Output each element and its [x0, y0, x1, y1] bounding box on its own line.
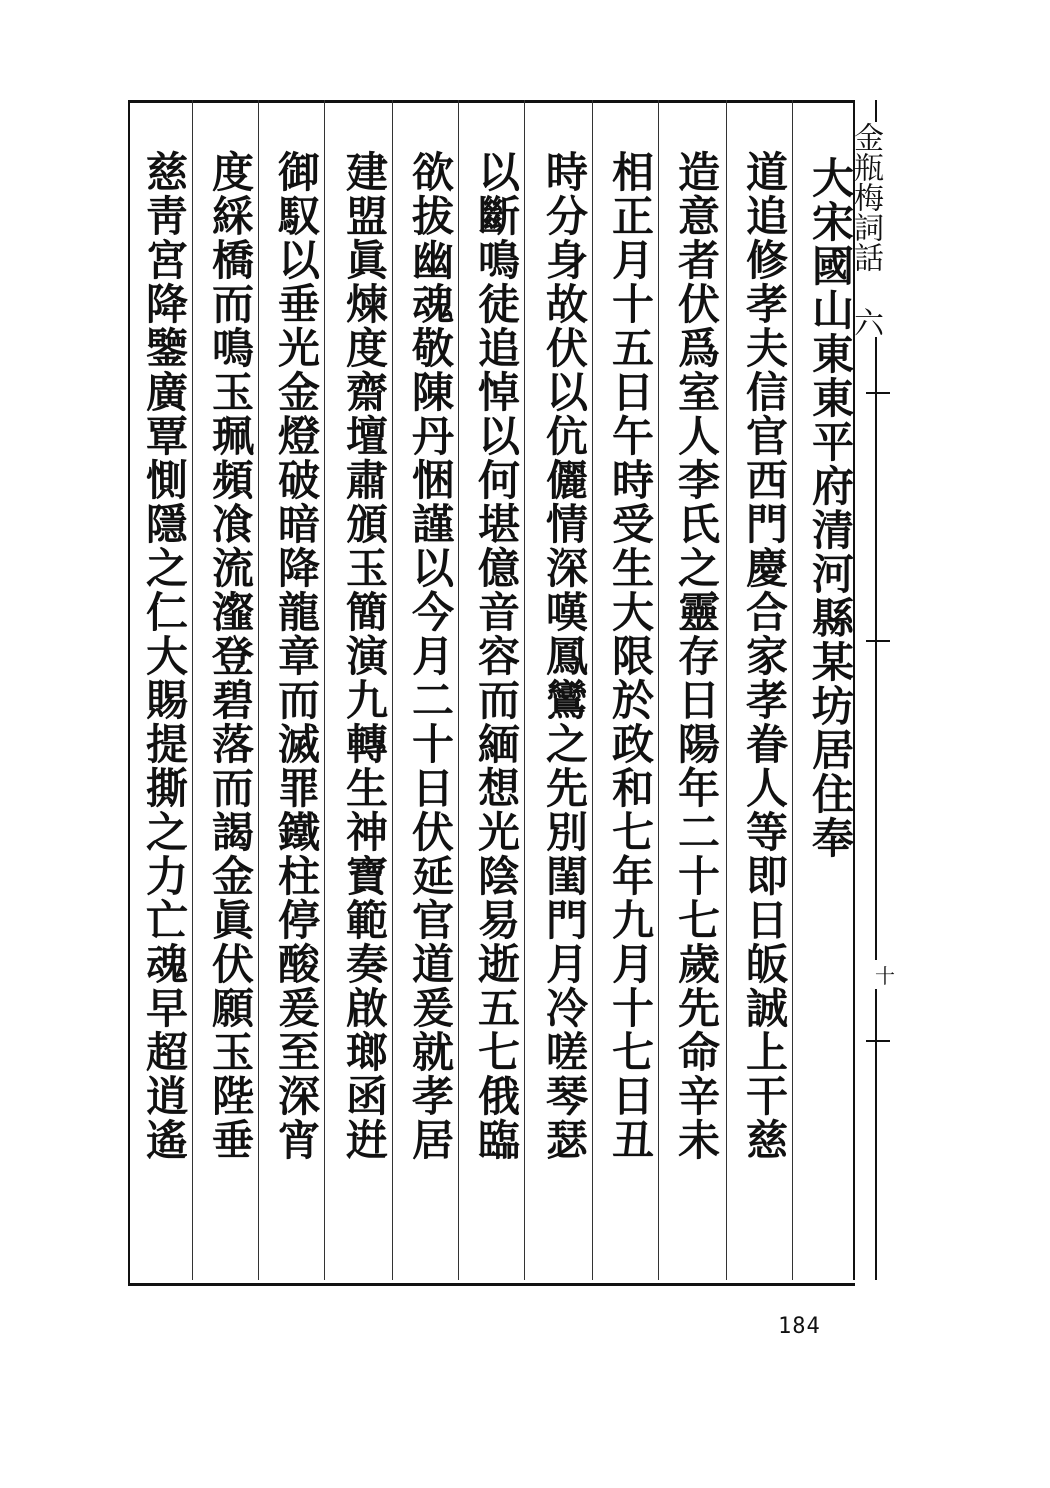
column-rule: [792, 100, 793, 1280]
text-column-9: 御馭以垂光金燈破暗降龍章而滅罪鐵柱停酸爰至深宵: [272, 150, 321, 1162]
text-column-2: 道追修孝夫信官西門慶合家孝眷人等即日皈誠上干慈: [740, 150, 789, 1162]
column-rule: [592, 100, 593, 1280]
text-column-6: 以斷鳴徒追悼以何堪億音容而緬想光陰易逝五七俄臨: [472, 150, 521, 1162]
margin-tick: [866, 640, 890, 642]
margin-title: 金瓶梅詞話 六: [858, 122, 888, 337]
column-rule: [258, 100, 259, 1280]
page-number: 184: [778, 1314, 821, 1339]
margin-mark: 十: [875, 960, 895, 989]
column-rule: [524, 100, 525, 1280]
column-rule: [324, 100, 325, 1280]
text-column-4: 相正月十五日午時受生大限於政和七年九月十七日丑: [606, 150, 655, 1162]
text-column-7: 欲拔幽魂敬陳丹悃謹以今月二十日伏延官道爰就孝居: [406, 150, 455, 1162]
text-column-10: 度綵橋而鳴玉珮頻飡流瀣登碧落而謁金眞伏願玉陛垂: [206, 150, 255, 1162]
text-column-5: 時分身故伏以伉儷情深嘆鳳鸞之先別閨門月冷嗟琴瑟: [540, 150, 589, 1162]
margin-tick: [866, 392, 890, 394]
column-rule: [726, 100, 727, 1280]
column-rule: [392, 100, 393, 1280]
column-rule: [192, 100, 193, 1280]
column-rule: [658, 100, 659, 1280]
text-column-1: 大宋國山東東平府清河縣某坊居住奉: [806, 156, 855, 860]
column-rule: [458, 100, 459, 1280]
text-column-8: 建盟眞煉度齋壇肅頒玉簡演九轉生神寶範奏啟瑯函逬: [340, 150, 389, 1162]
text-column-11: 慈靑宮降鑒廣覃惻隱之仁大賜提撕之力亡魂早超逍遙: [140, 150, 189, 1162]
text-column-3: 造意者伏爲室人李氏之靈存日陽年二十七歲先命辛未: [672, 150, 721, 1162]
margin-tick: [866, 1040, 890, 1042]
